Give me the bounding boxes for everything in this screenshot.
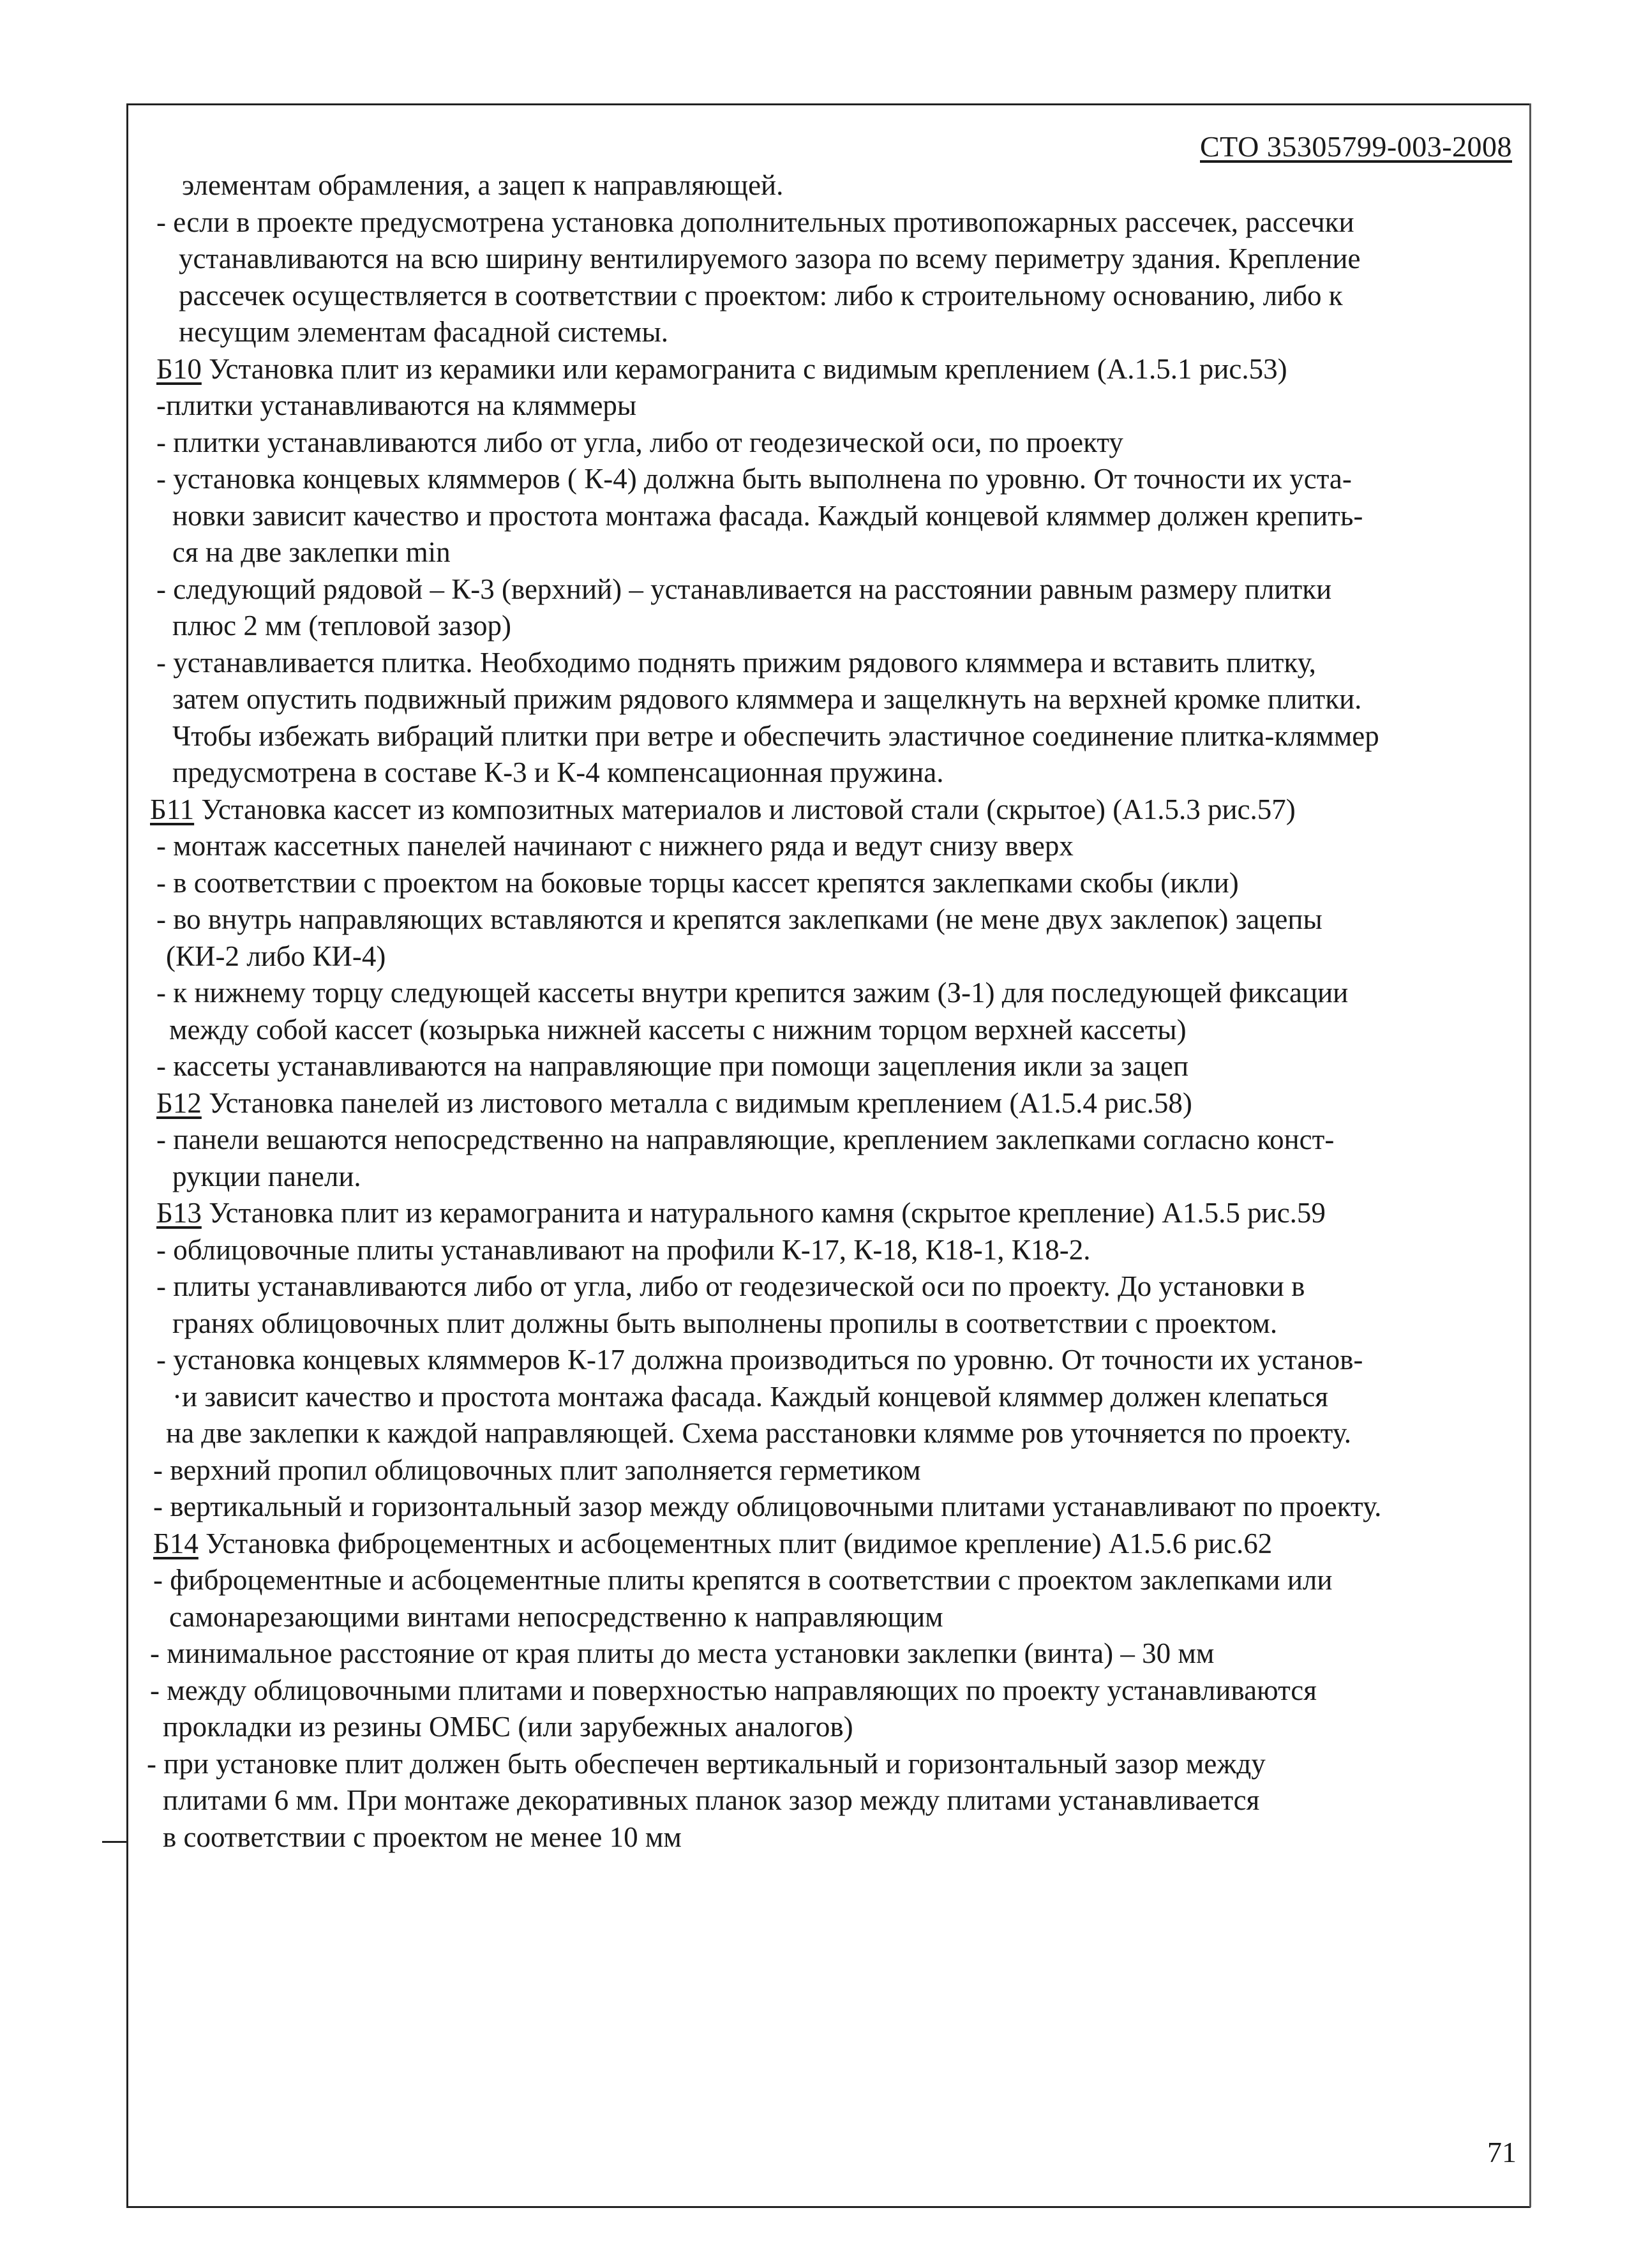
text-line (147, 865, 1519, 902)
section-heading-line (147, 792, 1519, 829)
text-line (147, 241, 1519, 278)
text-line (147, 571, 1519, 608)
line-text: новки зависит качество и простота монтажа фасада. Каждый концевой кляммер должен крепить- (172, 499, 1363, 532)
text-line (147, 1819, 1519, 1856)
page-frame-bottom (126, 2206, 1531, 2208)
text-line (147, 314, 1519, 351)
section-heading-line (147, 351, 1519, 388)
text-line (147, 1012, 1519, 1049)
line-text: - панели вешаются непосредственно на направляющие, креплением заклепками согласно конст- (156, 1123, 1335, 1155)
section-heading-line (147, 1526, 1519, 1563)
line-text: затем опустить подвижный прижим рядового кляммера и защелкнуть на верхней кромке плитки. (172, 683, 1362, 715)
text-line (147, 1746, 1519, 1783)
section-number: Б11 (150, 793, 195, 825)
line-text: - к нижнему торцу следующей кассеты внутри крепится зажим (З-1) для последующей фиксации (156, 977, 1349, 1009)
line-text: Установка панелей из листового металла с видимым креплением (А1.5.4 рис.58) (201, 1086, 1192, 1119)
line-text: между собой кассет (козырька нижней кассеты с нижним торцом верхней кассеты) (169, 1013, 1187, 1046)
line-text: Установка плит из керамогранита и натурального камня (скрытое крепление) А1.5.5 рис.59 (201, 1197, 1326, 1229)
line-text: прокладки из резины ОМБС (или зарубежных аналогов) (163, 1711, 853, 1743)
text-line (147, 498, 1519, 535)
text-line (147, 1672, 1519, 1709)
line-text: на две заклепки к каждой направляющей. Схема расстановки клямме ров уточняется по проекту. (166, 1417, 1351, 1449)
text-line (147, 901, 1519, 938)
line-text: элементам обрамления, а зацеп к направляющей. (182, 169, 784, 201)
line-text: - если в проекте предусмотрена установка дополнительных противопожарных рассечек, рассечки (156, 206, 1354, 238)
text-line (147, 204, 1519, 241)
text-line (147, 755, 1519, 792)
text-line (147, 1562, 1519, 1599)
line-text: - при установке плит должен быть обеспечен вертикальный и горизонтальный зазор между (147, 1747, 1266, 1780)
line-text: - кассеты устанавливаются на направляющие при помощи зацепления икли за зацеп (156, 1050, 1189, 1082)
text-line (147, 1599, 1519, 1636)
line-text: - минимальное расстояние от края плиты до места установки заклепки (винта) – 30 мм (150, 1637, 1215, 1669)
text-line (147, 1782, 1519, 1819)
line-text: устанавливаются на всю ширину вентилируемого зазора по всему периметру здания. Крепление (179, 243, 1361, 274)
text-line (147, 167, 1519, 204)
text-line (147, 608, 1519, 645)
text-line (147, 278, 1519, 315)
text-line (147, 461, 1519, 498)
page-frame-left (126, 103, 128, 2207)
line-text: плитами 6 мм. При монтаже декоративных планок зазор между плитами устанавливается (163, 1784, 1260, 1816)
line-text: гранях облицовочных плит должны быть выполнены пропилы в соответствии с проектом. (172, 1307, 1278, 1339)
line-text: самонарезающими винтами непосредственно к направляющим (169, 1600, 943, 1633)
section-number: Б14 (153, 1527, 199, 1559)
text-line (147, 681, 1519, 718)
text-line (147, 1268, 1519, 1305)
line-text: - между облицовочными плитами и поверхностью направляющих по проекту устанавливаются (150, 1674, 1317, 1706)
text-line (147, 1452, 1519, 1489)
line-text: - верхний пропил облицовочных плит заполняется герметиком (153, 1453, 921, 1486)
text-line (147, 938, 1519, 975)
line-text: - в соответствии с проектом на боковые торцы кассет крепятся заклепками скобы (икли) (156, 866, 1239, 899)
line-text: рассечек осуществляется в соответствии с проектом: либо к строительному основанию, либо к (179, 279, 1343, 312)
line-text: несущим элементам фасадной системы. (179, 316, 668, 348)
line-text: - фиброцементные и асбоцементные плиты крепятся в соответствии с проектом заклепками или (153, 1564, 1333, 1596)
line-text: плюс 2 мм (тепловой зазор) (172, 610, 512, 642)
line-text: Установка фиброцементных и асбоцементных плит (видимое крепление) А1.5.6 рис.62 (198, 1527, 1273, 1559)
text-line (147, 1489, 1519, 1526)
text-line (147, 1232, 1519, 1269)
line-text: Установка кассет из композитных материалов и листовой стали (скрытое) (А1.5.3 рис.57) (194, 793, 1296, 825)
line-text: -плитки устанавливаются на кляммеры (156, 389, 637, 421)
line-text: - плиты устанавливаются либо от угла, либо от геодезической оси по проекту. До установки в (156, 1270, 1305, 1302)
page-number: 71 (1487, 2136, 1517, 2168)
line-text: предусмотрена в составе К-3 и К-4 компенсационная пружина. (172, 756, 944, 788)
page-frame-right (1529, 103, 1531, 2207)
text-line (147, 1342, 1519, 1379)
text-line (147, 1122, 1519, 1159)
section-number: Б12 (156, 1086, 202, 1119)
text-line (147, 1159, 1519, 1196)
page-frame-top (126, 103, 1531, 105)
text-line (147, 1379, 1519, 1416)
margin-tick-mark (102, 1841, 128, 1843)
text-line (147, 1048, 1519, 1085)
line-text: - во внутрь направляющих вставляются и крепятся заклепками (не мене двух заклепок) зацепы (156, 903, 1323, 935)
text-line (147, 975, 1519, 1012)
body-text (147, 167, 1519, 1856)
text-line (147, 1415, 1519, 1452)
line-text: - облицовочные плиты устанавливают на профили К-17, К-18, К18-1, К18-2. (156, 1233, 1091, 1266)
text-line (147, 828, 1519, 865)
text-line (147, 718, 1519, 755)
line-text: рукции панели. (172, 1160, 361, 1192)
section-heading-line (147, 1085, 1519, 1122)
line-text: Установка плит из керамики или керамогранита с видимым креплением (А.1.5.1 рис.53) (201, 352, 1287, 385)
text-line (147, 424, 1519, 462)
section-number: Б10 (156, 352, 202, 385)
text-line (147, 387, 1519, 424)
text-line (147, 534, 1519, 571)
section-heading-line (147, 1195, 1519, 1232)
line-text: - плитки устанавливаются либо от угла, либо от геодезической оси, по проекту (156, 426, 1123, 458)
text-line (147, 1635, 1519, 1672)
line-text: (КИ-2 либо КИ-4) (166, 940, 386, 972)
line-text: - следующий рядовой – К-3 (верхний) – устанавливается на расстоянии равным размеру плитки (156, 573, 1332, 605)
line-text: ·и зависит качество и простота монтажа фасада. Каждый концевой кляммер должен клепаться (172, 1380, 1328, 1413)
line-text: - монтаж кассетных панелей начинают с нижнего ряда и ведут снизу вверх (156, 830, 1074, 862)
line-text: - устанавливается плитка. Необходимо поднять прижим рядового кляммера и вставить плитку, (156, 646, 1316, 679)
section-number: Б13 (156, 1197, 202, 1229)
line-text: - вертикальный и горизонтальный зазор между облицовочными плитами устанавливают по проекту. (153, 1491, 1382, 1522)
text-line (147, 645, 1519, 682)
line-text: ся на две заклепки min (172, 536, 451, 568)
line-text: - установка концевых кляммеров ( К-4) должна быть выполнена по уровню. От точности их уста- (156, 463, 1352, 495)
line-text: в соответствии с проектом не менее 10 мм (163, 1821, 682, 1853)
document-code: СТО 35305799-003-2008 (1200, 130, 1513, 163)
line-text: Чтобы избежать вибраций плитки при ветре и обеспечить эластичное соединение плитка-кляммер (172, 719, 1379, 752)
text-line (147, 1709, 1519, 1746)
line-text: - установка концевых кляммеров К-17 должна производиться по уровню. От точности их установ- (156, 1344, 1363, 1376)
text-line (147, 1305, 1519, 1342)
